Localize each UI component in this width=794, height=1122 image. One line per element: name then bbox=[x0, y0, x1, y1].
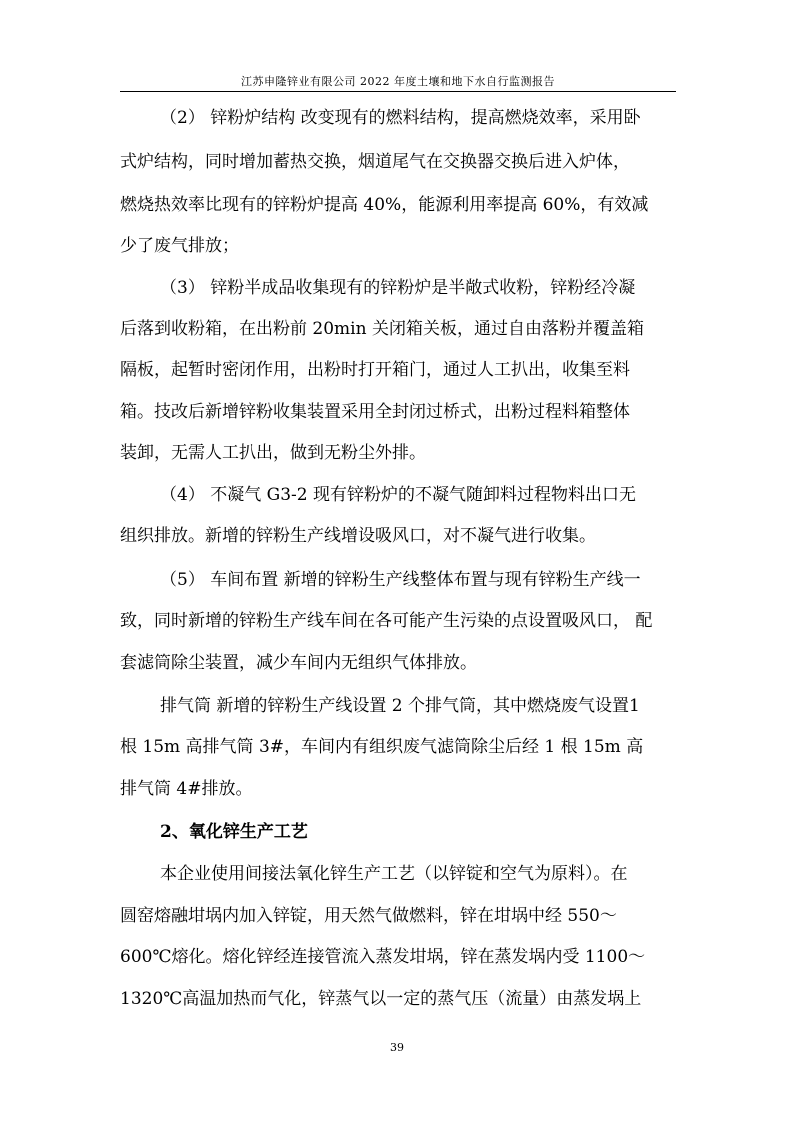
section-heading: 2、氧化锌生产工艺 bbox=[160, 822, 308, 842]
body-line: 根 15m 高排气筒 3#，车间内有组织废气滤筒除尘后经 1 根 15m 高 bbox=[120, 737, 644, 757]
body-line: 本企业使用间接法氧化锌生产工艺（以锌锭和空气为原料）。在 bbox=[160, 864, 628, 884]
body-line: 1320℃高温加热而气化，锌蒸气以一定的蒸气压（流量）由蒸发埚上 bbox=[120, 989, 642, 1009]
body-line: 圆窑熔融坩埚内加入锌锭，用天然气做燃料，锌在坩埚中经 550～ bbox=[120, 906, 617, 926]
page-number: 39 bbox=[390, 1041, 404, 1054]
body-line: 排气筒 新增的锌粉生产线设置 2 个排气筒，其中燃烧废气设置1 bbox=[160, 696, 640, 716]
body-line: 隔板，起暂时密闭作用，出粉时打开箱门，通过人工扒出，收集至料 bbox=[120, 360, 630, 380]
body-line: 套滤筒除尘装置，减少车间内无组织气体排放。 bbox=[120, 653, 477, 673]
body-line: 装卸，无需人工扒出，做到无粉尘外排。 bbox=[120, 443, 426, 463]
body-line: （5） 车间布置 新增的锌粉生产线整体布置与现有锌粉生产线一 bbox=[160, 570, 641, 590]
body-line: 少了废气排放； bbox=[120, 236, 239, 256]
header-divider bbox=[120, 91, 676, 92]
body-line: （3） 锌粉半成品收集现有的锌粉炉是半敞式收粉，锌粉经冷凝 bbox=[160, 278, 636, 298]
body-line: 箱。技改后新增锌粉收集装置采用全封闭过桥式，出粉过程料箱整体 bbox=[120, 402, 630, 422]
body-line: 600℃熔化。熔化锌经连接管流入蒸发坩埚，锌在蒸发埚内受 1100～ bbox=[120, 947, 646, 967]
body-line: 后落到收粉箱，在出粉前 20min 关闭箱关板，通过自由落粉并覆盖箱 bbox=[120, 319, 644, 339]
body-line: （4） 不凝气 G3-2 现有锌粉炉的不凝气随卸料过程物料出口无 bbox=[160, 485, 636, 505]
body-line: （2） 锌粉炉结构 改变现有的燃料结构，提高燃烧效率，采用卧 bbox=[160, 108, 641, 128]
body-line: 排气筒 4#排放。 bbox=[120, 779, 253, 799]
body-line: 组织排放。新增的锌粉生产线增设吸风口，对不凝气进行收集。 bbox=[120, 526, 596, 546]
body-line: 式炉结构，同时增加蓄热交换，烟道尾气在交换器交换后进入炉体， bbox=[120, 152, 630, 172]
document-header: 江苏申隆锌业有限公司 2022 年度土壤和地下水自行监测报告 bbox=[241, 75, 555, 88]
body-line: 燃烧热效率比现有的锌粉炉提高 40%，能源利用率提高 60%，有效减 bbox=[120, 195, 649, 215]
body-line: 致，同时新增的锌粉生产线车间在各可能产生污染的点设置吸风口， 配 bbox=[120, 611, 653, 631]
